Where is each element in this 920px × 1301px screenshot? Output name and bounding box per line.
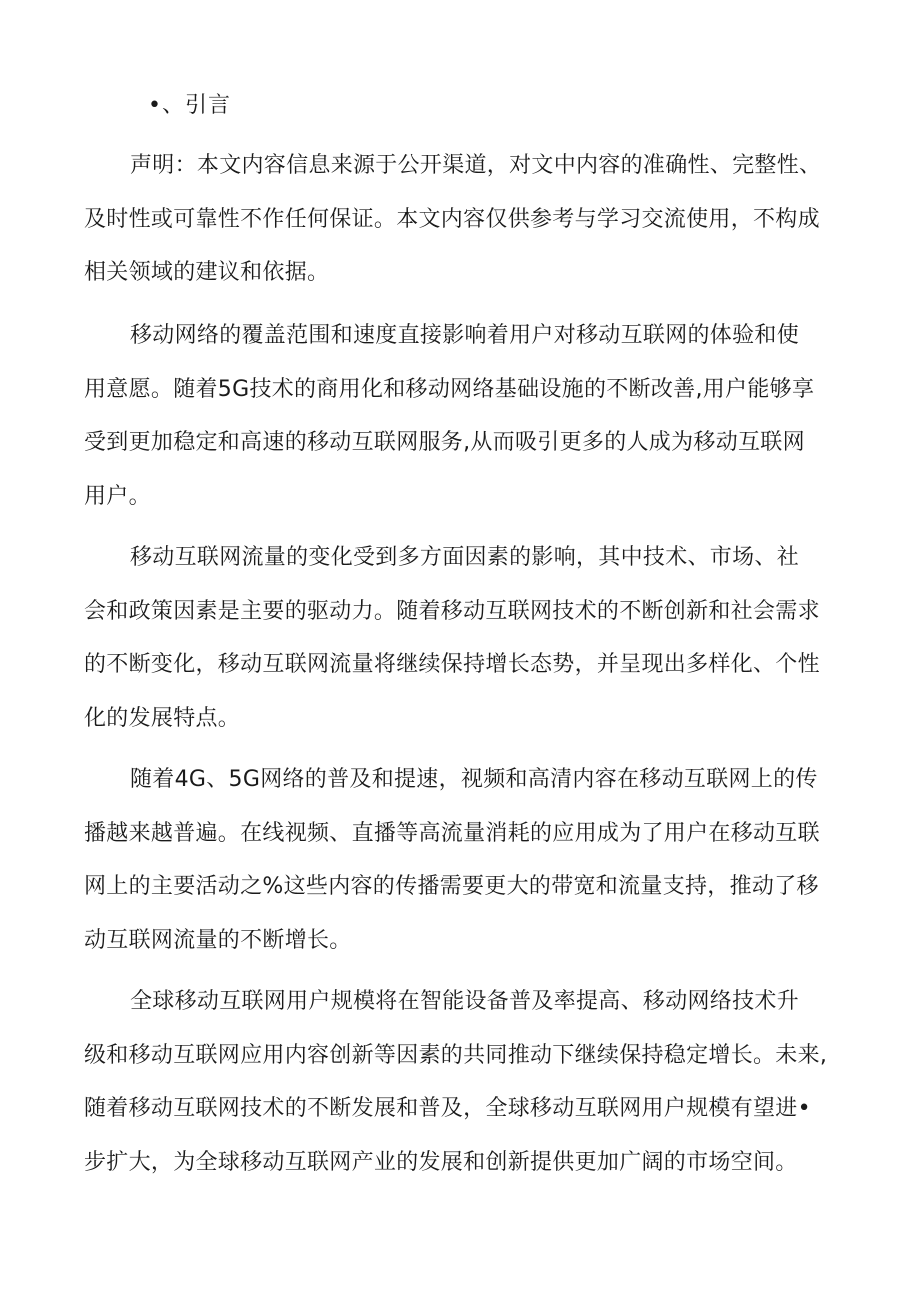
paragraph-line: 化的发展特点。 <box>84 705 241 731</box>
paragraph-line: 全球移动互联网用户规模将在智能设备普及率提高、移动网络技术升 <box>130 989 800 1014</box>
paragraph-disclaimer <box>84 139 844 300</box>
paragraph-line: 动互联网流量的不断增长。 <box>84 927 352 953</box>
paragraph-line: 及时性或可靠性不作任何保证。本文内容仅供参考与学习交流使用，不构成 <box>84 206 820 232</box>
paragraph-line: 用意愿。随着5G技术的商用化和移动网络基础设施的不断改善,用户能够享 <box>84 376 815 402</box>
paragraph-line: 随着移动互联网技术的不断发展和普及，全球移动互联网用户规模有望进• <box>84 1096 811 1121</box>
paragraph-line: 用户。 <box>84 483 151 509</box>
paragraph-line: 的不断变化，移动互联网流量将继续保持增长态势，并呈现出多样化、个性 <box>84 652 820 677</box>
paragraph-network-coverage <box>84 309 844 523</box>
paragraph-line: 移动互联网流量的变化受到多方面因素的影响，其中技术、市场、社 <box>130 545 800 570</box>
paragraph-line: 播越来越普遍。在线视频、直播等高流量消耗的应用成为了用户在移动互联 <box>84 820 820 846</box>
paragraph-global-users <box>84 975 844 1189</box>
paragraph-line: 声明：本文内容信息来源于公开渠道，对文中内容的准确性、完整性、 <box>130 153 822 178</box>
paragraph-video-content <box>84 753 844 967</box>
paragraph-line: 移动网络的覆盖范围和速度直接影响着用户对移动互联网的体验和使 <box>130 323 800 348</box>
section-heading: •、引言 <box>148 93 231 118</box>
paragraph-line: 相关领域的建议和依据。 <box>84 260 330 285</box>
paragraph-line: 步扩大，为全球移动互联网产业的发展和创新提供更加广阔的市场空间。 <box>84 1149 798 1175</box>
paragraph-line: 会和政策因素是主要的驱动力。随着移动互联网技术的不断创新和社会需求 <box>84 598 820 624</box>
paragraph-line: 网上的主要活动之%这些内容的传播需要更大的带宽和流量支持，推动了移 <box>84 874 819 899</box>
paragraph-line: 随着4G、5G网络的普及和提速，视频和高清内容在移动互联网上的传 <box>130 767 818 792</box>
paragraph-line: 级和移动互联网应用内容创新等因素的共同推动下继续保持稳定增长。未来, <box>84 1042 828 1068</box>
paragraph-traffic-factors <box>84 531 844 745</box>
paragraph-line: 受到更加稳定和高速的移动互联网服务,从而吸引更多的人成为移动互联网 <box>84 430 805 455</box>
